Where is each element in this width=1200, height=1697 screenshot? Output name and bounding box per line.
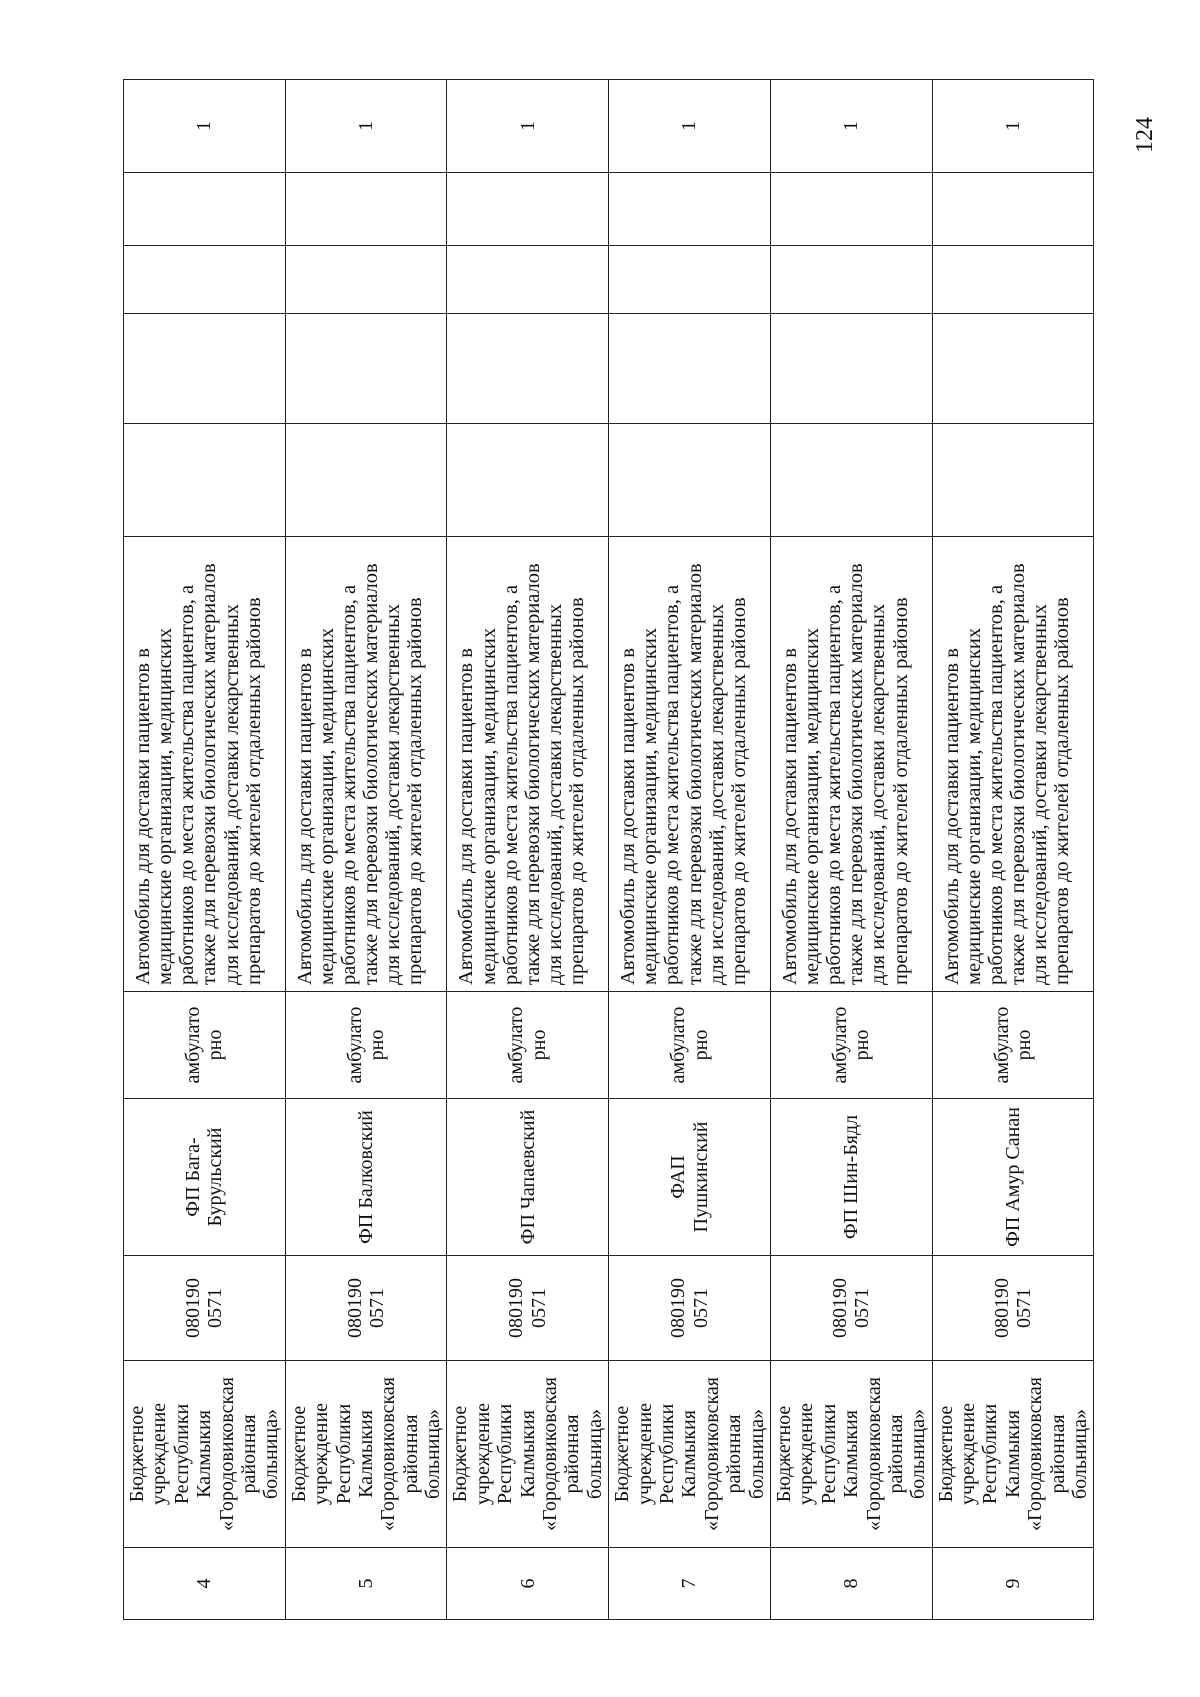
empty-cell — [447, 173, 609, 246]
organization-code: 080190 0571 — [124, 1256, 286, 1361]
page-number: 124 — [1132, 117, 1158, 153]
empty-cell — [609, 246, 771, 314]
vehicle-quantity: 1 — [770, 80, 932, 173]
vehicle-purpose: Автомобиль для доставки пациентов в медицинские организации, медицинских работников до места жительства пациентов, а также для перевозки биологических материалов для исследований, доставки лекарственных препаратов до жителей отдаленных районов — [609, 537, 771, 992]
empty-cell — [285, 173, 447, 246]
empty-cell — [124, 314, 286, 424]
organization-name: Бюджетное учреждение Республики Калмыкия «Городовиковская районная больница» — [285, 1361, 447, 1548]
empty-cell — [447, 246, 609, 314]
rotated-table-container — [123, 80, 1092, 1620]
vehicle-purpose: Автомобиль для доставки пациентов в медицинские организации, медицинских работников до места жительства пациентов, а также для перевозки биологических материалов для исследований, доставки лекарственных препаратов до жителей отдаленных районов — [285, 537, 447, 992]
care-type: амбулато рно — [770, 992, 932, 1099]
organization-name: Бюджетное учреждение Республики Калмыкия «Городовиковская районная больница» — [770, 1361, 932, 1548]
empty-cell — [770, 314, 932, 424]
empty-cell — [285, 424, 447, 537]
organization-name: Бюджетное учреждение Республики Калмыкия «Городовиковская районная больница» — [609, 1361, 771, 1548]
empty-cell — [770, 173, 932, 246]
empty-cell — [770, 246, 932, 314]
organization-code: 080190 0571 — [770, 1256, 932, 1361]
vehicle-purpose: Автомобиль для доставки пациентов в медицинские организации, медицинских работников до места жительства пациентов, а также для перевозки биологических материалов для исследований, доставки лекарственных препаратов до жителей отдаленных районов — [447, 537, 609, 992]
empty-cell — [932, 246, 1094, 314]
facility-name: ФП Бага-Бурульский — [124, 1099, 286, 1256]
empty-cell — [932, 314, 1094, 424]
organization-code: 080190 0571 — [932, 1256, 1094, 1361]
row-number: 8 — [770, 1548, 932, 1620]
facility-name: ФАП Пушкинский — [609, 1099, 771, 1256]
care-type: амбулато рно — [609, 992, 771, 1099]
table-row — [124, 80, 286, 1620]
organization-name: Бюджетное учреждение Республики Калмыкия «Городовиковская районная больница» — [932, 1361, 1094, 1548]
row-number: 5 — [285, 1548, 447, 1620]
care-type: амбулато рно — [447, 992, 609, 1099]
organization-code: 080190 0571 — [447, 1256, 609, 1361]
facility-name: ФП Шин-Бядл — [770, 1099, 932, 1256]
empty-cell — [124, 246, 286, 314]
organization-name: Бюджетное учреждение Республики Калмыкия «Городовиковская районная больница» — [447, 1361, 609, 1548]
row-number: 7 — [609, 1548, 771, 1620]
row-number: 6 — [447, 1548, 609, 1620]
empty-cell — [609, 424, 771, 537]
table-row — [770, 80, 932, 1620]
organization-name: Бюджетное учреждение Республики Калмыкия «Городовиковская районная больница» — [124, 1361, 286, 1548]
vehicle-quantity: 1 — [285, 80, 447, 173]
row-number: 9 — [932, 1548, 1094, 1620]
empty-cell — [447, 424, 609, 537]
vehicle-quantity: 1 — [932, 80, 1094, 173]
facility-name: ФП Чапаевский — [447, 1099, 609, 1256]
empty-cell — [124, 424, 286, 537]
care-type: амбулато рно — [124, 992, 286, 1099]
empty-cell — [609, 314, 771, 424]
organization-code: 080190 0571 — [609, 1256, 771, 1361]
empty-cell — [285, 246, 447, 314]
empty-cell — [447, 314, 609, 424]
care-type: амбулато рно — [932, 992, 1094, 1099]
facility-name: ФП Балковский — [285, 1099, 447, 1256]
organization-code: 080190 0571 — [285, 1256, 447, 1361]
empty-cell — [124, 173, 286, 246]
care-type: амбулато рно — [285, 992, 447, 1099]
table-row — [932, 80, 1094, 1620]
empty-cell — [770, 424, 932, 537]
facility-name: ФП Амур Санан — [932, 1099, 1094, 1256]
vehicle-allocation-table — [123, 79, 1094, 1620]
vehicle-quantity: 1 — [609, 80, 771, 173]
vehicle-quantity: 1 — [124, 80, 286, 173]
vehicle-quantity: 1 — [447, 80, 609, 173]
vehicle-purpose: Автомобиль для доставки пациентов в медицинские организации, медицинских работников до места жительства пациентов, а также для перевозки биологических материалов для исследований, доставки лекарственных препаратов до жителей отдаленных районов — [124, 537, 286, 992]
row-number: 4 — [124, 1548, 286, 1620]
empty-cell — [932, 424, 1094, 537]
empty-cell — [932, 173, 1094, 246]
table-row — [609, 80, 771, 1620]
table-row — [285, 80, 447, 1620]
vehicle-purpose: Автомобиль для доставки пациентов в медицинские организации, медицинских работников до места жительства пациентов, а также для перевозки биологических материалов для исследований, доставки лекарственных препаратов до жителей отдаленных районов — [770, 537, 932, 992]
empty-cell — [285, 314, 447, 424]
empty-cell — [609, 173, 771, 246]
vehicle-purpose: Автомобиль для доставки пациентов в медицинские организации, медицинских работников до места жительства пациентов, а также для перевозки биологических материалов для исследований, доставки лекарственных препаратов до жителей отдаленных районов — [932, 537, 1094, 992]
table-row — [447, 80, 609, 1620]
